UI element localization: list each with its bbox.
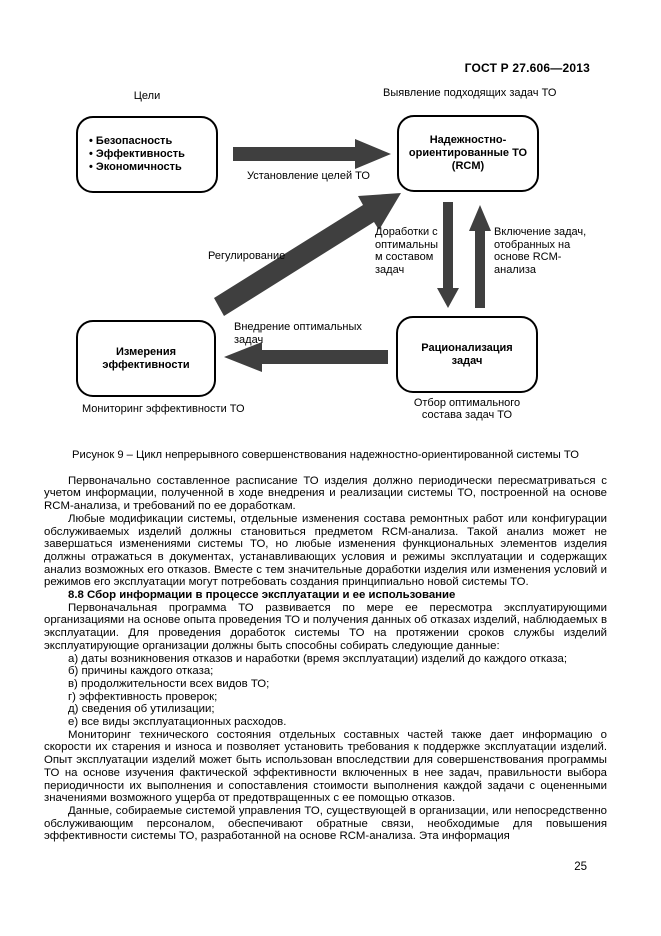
list-item: д) сведения об утилизации; — [68, 703, 215, 716]
set-goals-arrow-icon — [233, 139, 391, 169]
implement-left-arrow-icon — [224, 342, 388, 372]
selection-label — [396, 398, 538, 421]
include-tasks-label-line: анализа — [494, 263, 537, 276]
rcm-box-line: Надежностно- — [429, 134, 507, 146]
include-tasks-label-line: отобранных на — [494, 238, 571, 251]
include-tasks-label-line: Включение задач, — [494, 226, 587, 238]
rework-label-line: Доработки с — [375, 226, 438, 238]
list-item: б) причины каждого отказа; — [68, 665, 214, 678]
measure-box — [76, 320, 216, 397]
implement-label-line: Внедрение оптимальных — [234, 321, 362, 333]
paragraph: Первоначально составленное расписание ТО изделия должно периодически пересматриваться с учетом информации, полученной в ходе внедрения и реализации системы ТО, построенной на основе RCM-анализа, и требований по ее доработкам. — [44, 474, 607, 513]
goals-item: • Экономичность — [89, 161, 182, 173]
goals-box — [76, 116, 218, 193]
section-heading-8-8: 8.8 Сбор информации в процессе эксплуатации и ее использование — [68, 589, 456, 602]
paragraph: Первоначальная программа ТО развивается по мере ее пересмотра эксплуатирующими организациями на основе опыта проведения ТО и получения данных об отказах изделий, наблюдаемых в эксплуатации. Для проведения доработок системы ТО на протяжении сроков службы изделий эксплуатирующие организации должны быть способны собирать следующие данные: — [44, 601, 607, 652]
doc-number: ГОСТ Р 27.606—2013 — [464, 61, 590, 75]
include-tasks-label-line: основе RCM- — [494, 251, 562, 263]
body-text — [44, 449, 607, 843]
rework-label-line: м составом — [375, 251, 434, 263]
set-goals-label: Установление целей ТО — [247, 170, 370, 182]
paragraph: Данные, собираемые системой управления ТО, существующей в организации, или непосредственно обслуживающим персоналом, обеспечивают обратные связи, необходимые для повышения эффективности системы ТО, разработанной на основе RCM-анализа. Эта информация — [44, 804, 607, 843]
selection-label-line: состава задач ТО — [421, 408, 513, 421]
goals-item: • Безопасность — [89, 135, 173, 147]
rational-box — [396, 316, 538, 393]
implement-label-line: задач — [234, 333, 264, 346]
measure-box-line: Измерения — [115, 345, 177, 358]
rational-box-line: Рационализация — [421, 341, 513, 354]
figure-caption: Рисунок 9 – Цикл непрерывного совершенствования надежностно-ориентированной системы ТО — [72, 449, 579, 461]
goals-item: • Эффективность — [89, 148, 185, 160]
list-item: г) эффективность проверок; — [68, 690, 218, 703]
measure-box-line: эффективности — [102, 358, 190, 371]
page-number: 25 — [574, 861, 587, 873]
monitoring-label: Мониторинг эффективности ТО — [82, 403, 245, 415]
list-item: в) продолжительности всех видов ТО; — [68, 677, 270, 690]
regulation-label: Регулирование — [208, 250, 286, 262]
rework-label-line: задач — [375, 263, 405, 276]
rework-down-arrow-icon — [437, 202, 459, 308]
rcm-box-line: ориентированные ТО — [408, 147, 528, 159]
implement-label — [234, 321, 362, 346]
paragraph: Любые модификации системы, отдельные изменения состава ремонтных работ или конфигурации обслуживаемых изделий должны становиться предметом RCM-анализа. Такой анализ может не завершаться изменениями системы ТО, но любые изменения функциональных элементов изделия должны отражаться в документах, устанавливающих условия и режимы эксплуатации и содержащих анализ возможных его отказов. Вместе с тем значительные доработки изделия или изменения условий и режимов его эксплуатации могут потребовать создания принципиально новой системы ТО. — [44, 512, 607, 589]
selection-label-line: Отбор оптимального — [413, 397, 521, 409]
rework-label-line: оптимальны — [375, 238, 439, 251]
include-up-arrow-icon — [469, 205, 491, 308]
list-item: е) все виды эксплуатационных расходов. — [68, 716, 287, 729]
rational-box-line: задач — [451, 354, 483, 367]
include-tasks-label — [494, 226, 586, 276]
list-item: а) даты возникновения отказов и наработки (время эксплуатации) изделий до каждого отказа; — [68, 652, 568, 665]
identify-tasks-label: Выявление подходящих задач ТО — [383, 87, 557, 99]
rework-label — [375, 226, 438, 276]
goals-label: Цели — [133, 90, 161, 102]
rcm-box-line: (RCM) — [451, 160, 485, 172]
rcm-box — [397, 115, 539, 192]
paragraph: Мониторинг технического состояния отдельных составных частей также дает информацию о скорости их старения и износа и позволяет установить требования к поддержке эксплуатации изделий. Опыт эксплуатации изделий может быть использован впоследствии для совершенствования программы ТО на основе изучения фактической эффективности включенных в нее задач, правильности выбора периодичности их выполнения и сопоставления стоимости выполнения каждой задачи с оцененными значениями возможного ущерба от предотвращенных с ее помощью отказов. — [44, 728, 607, 805]
